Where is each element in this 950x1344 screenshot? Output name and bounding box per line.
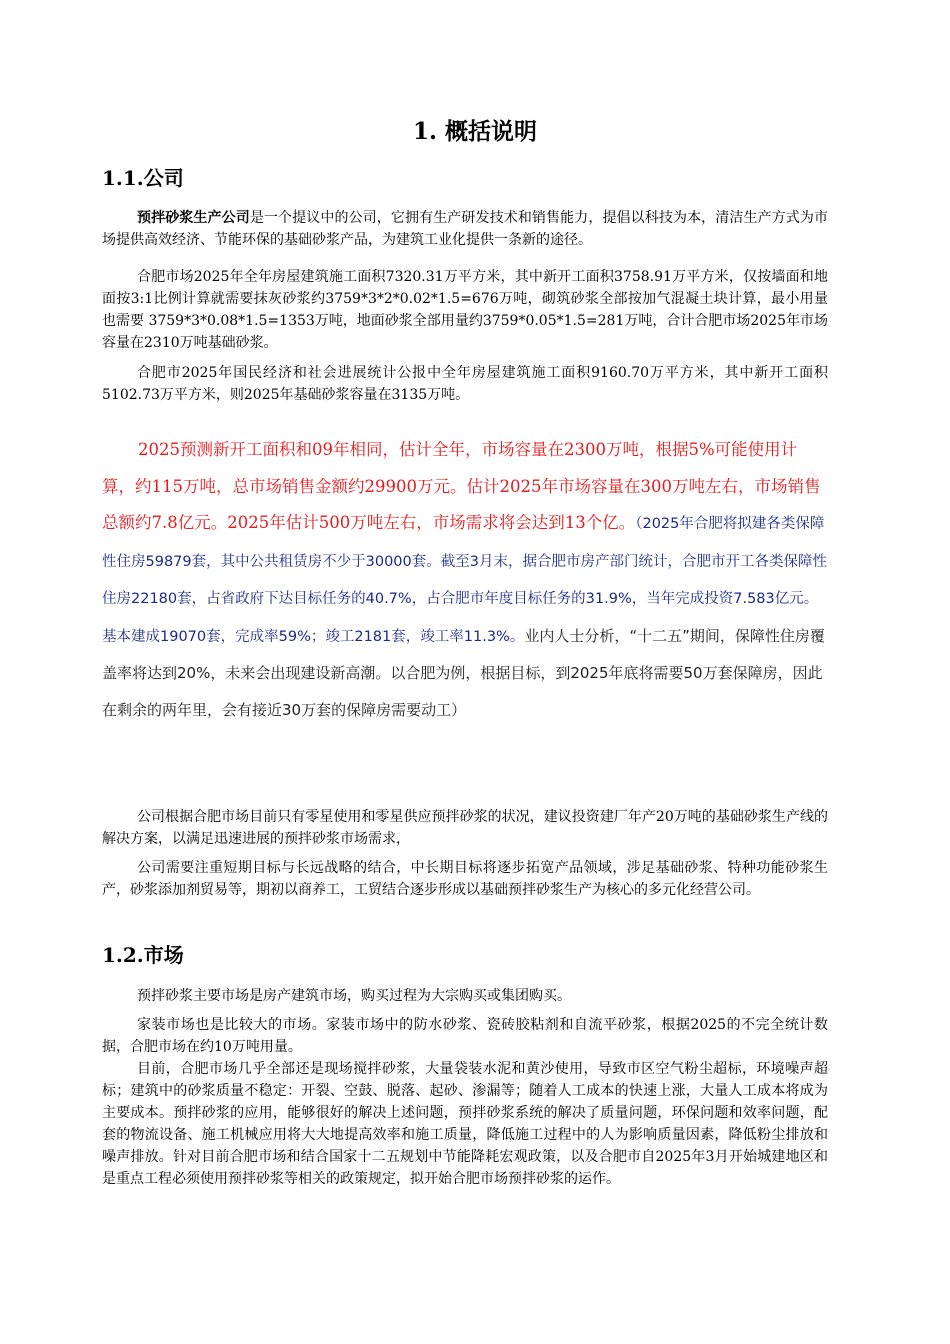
market-paragraph-3: 目前，合肥市场几乎全部还是现场搅拌砂浆，大量袋装水泥和黄沙使用，导致市区空气粉尘超标，环境噪声超标；建筑中的砂浆质量不稳定：开裂、空鼓、脱落、起砂、渗漏等；随着人工成本的快速上涨，大量人工成本将成为主要成本。预拌砂浆的应用，能够很好的解决上述问题，预拌砂浆系统的解决了质量问题，环保问题和效率问题，配套的物流设备、施工机械应用将大大地提高效率和施工质量，降低施工过程中的人为影响质量因素，降低粉尘排放和噪声排放。针对目前合肥市场和结合国家十二五规划中节能降耗宏观政策，以及合肥市自2025年3月开始城建地区和是重点工程必须使用预拌砂浆等相关的政策规定，拟开始合肥市场预拌砂浆的运作。 [102,1061,828,1187]
market-paragraph-1: 预拌砂浆主要市场是房产建筑市场，购买过程为大宗购买或集团购买。 [137,988,571,1004]
market-paragraph-2: 家装市场也是比较大的市场。家装市场中的防水砂浆、瓷砖胶粘剂和自流平砂浆，根据2025的不完全统计数据，合肥市场在约10万吨用量。 [102,1017,828,1055]
company-paragraph-2: 合肥市场2025年全年房屋建筑施工面积7320.31万平方米，其中新开工面积3758.91万平方米，仅按墙面和地面按3:1比例计算就需要抹灰砂浆约3759*3*2*0.02*1.5=676万吨，砌筑砂浆全部按加气混凝土块计算，最小用量也需要 3759*3*0.08*1.5=1353万吨，地面砂浆全部用量约3759*0.05*1.5=281万吨，合计合肥市场2025年市场容量在2310万吨基础砂浆。 [102,269,828,351]
forecast-red-text: 2025预测新开工面积和09年相同，估计全年，市场容量在2300万吨，根据5%可能使用计算，约115万吨，总市场销售金额约29900万元。估计2025年市场容量在300万吨左右，市场销售总额约7.8亿元。2025年估计500万吨左右，市场需求将会达到13个亿。 [102,440,821,532]
housing-stats-blue-text: （2025年合肥将拟建各类保障性住房59879套，其中公共租赁房不少于30000套。截至3月末，据合肥市房产部门统计，合肥市开工各类保障性住房22180套，占省政府下达目标任务的40.7%，占合肥市年度目标任务的31.9%，当年完成投资7.583亿元。基本建成19070套，完成率59%；竣工2181套，竣工率11.3%。 [102,516,827,645]
company-paragraph-1 [102,207,828,251]
section-heading-market: 1.2.市场 [102,943,184,967]
company-paragraph-5: 公司需要注重短期目标与长远战略的结合，中长期目标将逐步拓宽产品领域，涉足基础砂浆、特种功能砂浆生产，砂浆添加剂贸易等，期初以商养工，工贸结合逐步形成以基础预拌砂浆生产为核心的多元化经营公司。 [102,860,828,898]
chapter-heading: 1. 概括说明 [412,118,538,145]
company-name-bold: 预拌砂浆生产公司 [137,210,250,226]
company-paragraph-1-text: 是一个提议中的公司，它拥有生产研发技术和销售能力，提倡以科技为本，清洁生产方式为市场提供高效经济、节能环保的基础砂浆产品，为建筑工业化提供一条新的途径。 [102,210,829,248]
industry-analysis-text: 业内人士分析，“十二五”期间，保障性住房覆盖率将达到20%，未来会出现建设新高潮。以合肥为例，根据目标，到2025年底将需要50万套保障房，因此在剩余的两年里，会有接近30万套的保障房需要动工） [102,626,825,719]
company-paragraph-3: 合肥市2025年国民经济和社会进展统计公报中全年房屋建筑施工面积9160.70万平方米，其中新开工面积5102.73万平方米，则2025年基础砂浆容量在3135万吨。 [102,365,828,403]
section-heading-company: 1.1.公司 [102,166,184,190]
forecast-block [102,432,830,728]
company-paragraph-4: 公司根据合肥市场目前只有零星使用和零星供应预拌砂浆的状况，建议投资建厂年产20万吨的基础砂浆生产线的解决方案，以满足迅速进展的预拌砂浆市场需求， [102,809,828,847]
